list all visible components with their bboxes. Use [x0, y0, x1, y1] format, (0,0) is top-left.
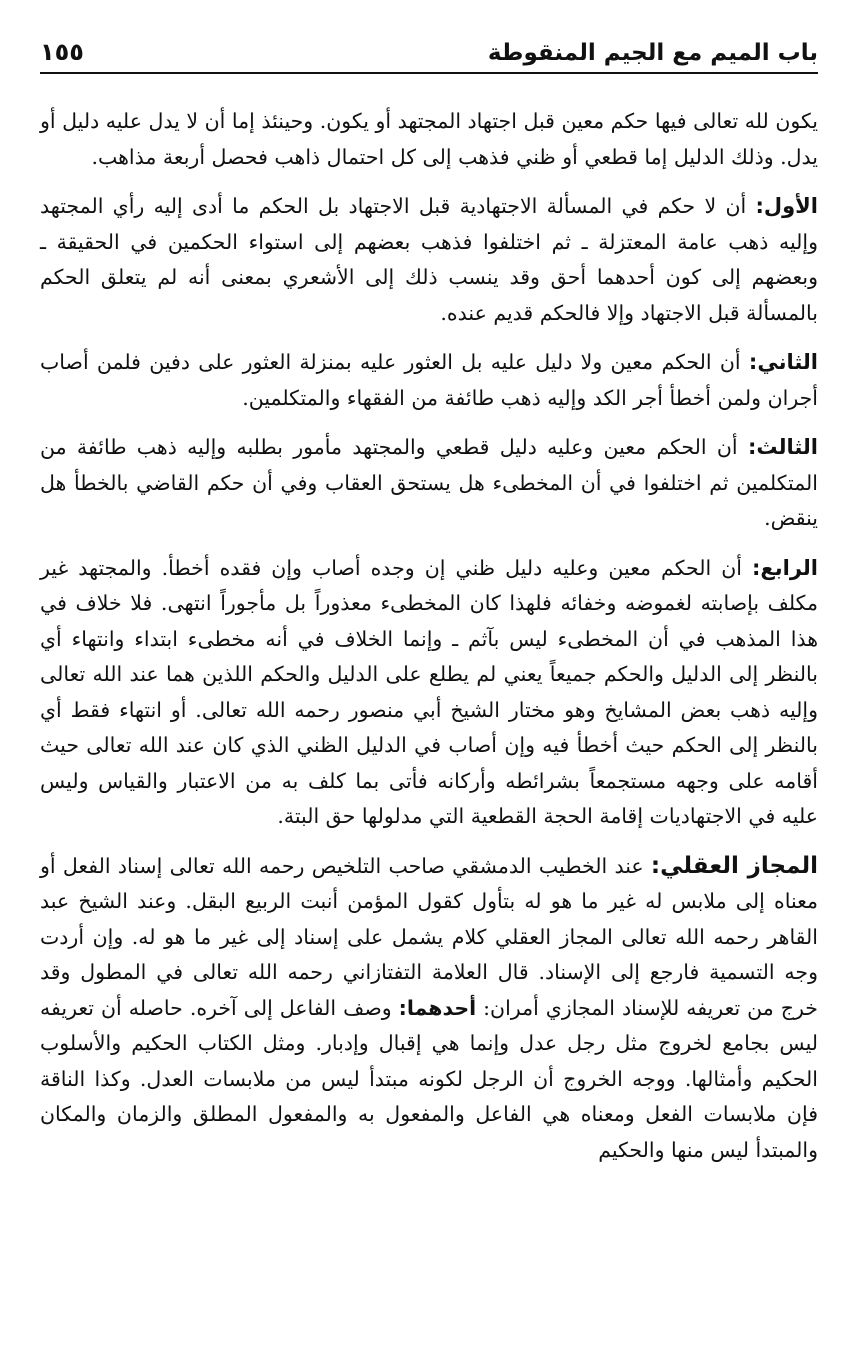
- paragraph-first-view: [40, 189, 818, 331]
- paragraph-text: أن الحكم معين وعليه دليل ظني إن وجده أصاب وإن فقده أخطأ. والمجتهد غير مكلف بإصابته لغموضه وخفائه فلهذا كان المخطىء معذوراً بل مأجوراً انتهى. فلا خلاف في هذا المذهب في أن المخطىء ليس بآثم ـ وإنما الخلاف في أنه مخطىء ابتداء وانتهاء أي بالنظر إلى الدليل والحكم جميعاً يعني لم يطلع على الدليل والحكم اللذين هما عند الله تعالى وإليه ذهب بعض المشايخ وهو مختار الشيخ أبي منصور رحمه الله تعالى. أو انتهاء فقط أي بالنظر إلى الحكم حيث أخطأ فيه وإن أصاب في الدليل الظني الذي كان عند الله تعالى حيث أقامه على وجهه مستجمعاً بشرائطه وأركانه فأتى بما كلف به من الاعتبار والقياس وليس عليه في الاجتهاديات إقامة الحجة القطعية التي مدلولها حق البتة.: [40, 555, 818, 828]
- paragraph-text: أن لا حكم في المسألة الاجتهادية قبل الاجتهاد بل الحكم ما أدى إليه رأي المجتهد وإليه ذهب عامة المعتزلة ـ ثم اختلفوا فذهب بعضهم إلى استواء الحكمين في الحقيقة ـ وبعضهم إلى كون أحدهما أحق وقد ينسب ذلك إلى الأشعري بمعنى أنه لم يتعلق الحكم بالمسألة قبل الاجتهاد وإلا فالحكم قديم عنده.: [40, 194, 818, 325]
- paragraph-second-view: [40, 345, 818, 416]
- paragraph-text: عند الخطيب الدمشقي صاحب التلخيص رحمه الله تعالى إسناد الفعل أو معناه إلى ملابس له غير ما هو له بتأول كقول المؤمن أنبت الربيع البقل. وعند الشيخ عبد القاهر رحمه الله تعالى المجاز العقلي كلام يشمل على إسناد إلى غير ما هو له. وإن أردت وجه التسمية فارجع إلى الإسناد. قال العلامة التفتازاني رحمه الله تعالى في المطول وقد خرج من تعريفه للإسناد المجازي أمران:: [40, 853, 818, 1020]
- headword: المجاز العقلي:: [650, 852, 818, 879]
- paragraph-text: يكون لله تعالى فيها حكم معين قبل اجتهاد المجتهد أو يكون. وحينئذ إما أن لا يدل عليه دليل أو يدل. وذلك الدليل إما قطعي أو ظني فذهب إلى كل احتمال ذاهب فحصل أربعة مذاهب.: [40, 109, 818, 169]
- paragraph-intro: [40, 104, 818, 175]
- page-body: [40, 104, 818, 1168]
- page-header: [40, 28, 818, 74]
- paragraph-text: أن الحكم معين ولا دليل عليه بل العثور عليه بمنزلة العثور على دفين فلمن أصاب أجران ولمن أخطأ أجر الكد وإليه ذهب طائفة من الفقهاء والمتكلمين.: [40, 350, 818, 410]
- paragraph-text-continued: وصف الفاعل إلى آخره. حاصله أن تعريفه ليس بجامع لخروج مثل رجل عدل وإنما هي إقبال وإدبار. ومثل الكتاب الحكيم والأسلوب الحكيم وأمثالها. ووجه الخروج أن الرجل لكونه مبتدأ ليس من ملابسات العدل. وكذا الناقة فإن ملابسات الفعل ومعناه هي الفاعل والمفعول به والمفعول المطلق والزمان والمكان والمبتدأ ليس منها والحكيم: [40, 995, 818, 1162]
- paragraph-text: أن الحكم معين وعليه دليل قطعي والمجتهد مأمور بطلبه وإليه ذهب طائفة من المتكلمين ثم اختلفوا في أن المخطىء هل يستحق العقاب وفي أن حكم القاضي بالخطأ هل ينقض.: [40, 435, 818, 530]
- paragraph-rational-metaphor: [40, 849, 818, 1169]
- running-title: باب الميم مع الجيم المنقوطة: [487, 40, 818, 66]
- paragraph-fourth-view: [40, 551, 818, 835]
- term-label: الرابع:: [752, 555, 818, 580]
- inline-term: أحدهما:: [398, 995, 477, 1020]
- book-page: [40, 28, 818, 1358]
- paragraph-third-view: [40, 430, 818, 537]
- term-label: الثالث:: [747, 435, 818, 459]
- term-label: الأول:: [755, 194, 818, 218]
- term-label: الثاني:: [748, 350, 818, 374]
- page-number: ١٥٥: [40, 38, 84, 66]
